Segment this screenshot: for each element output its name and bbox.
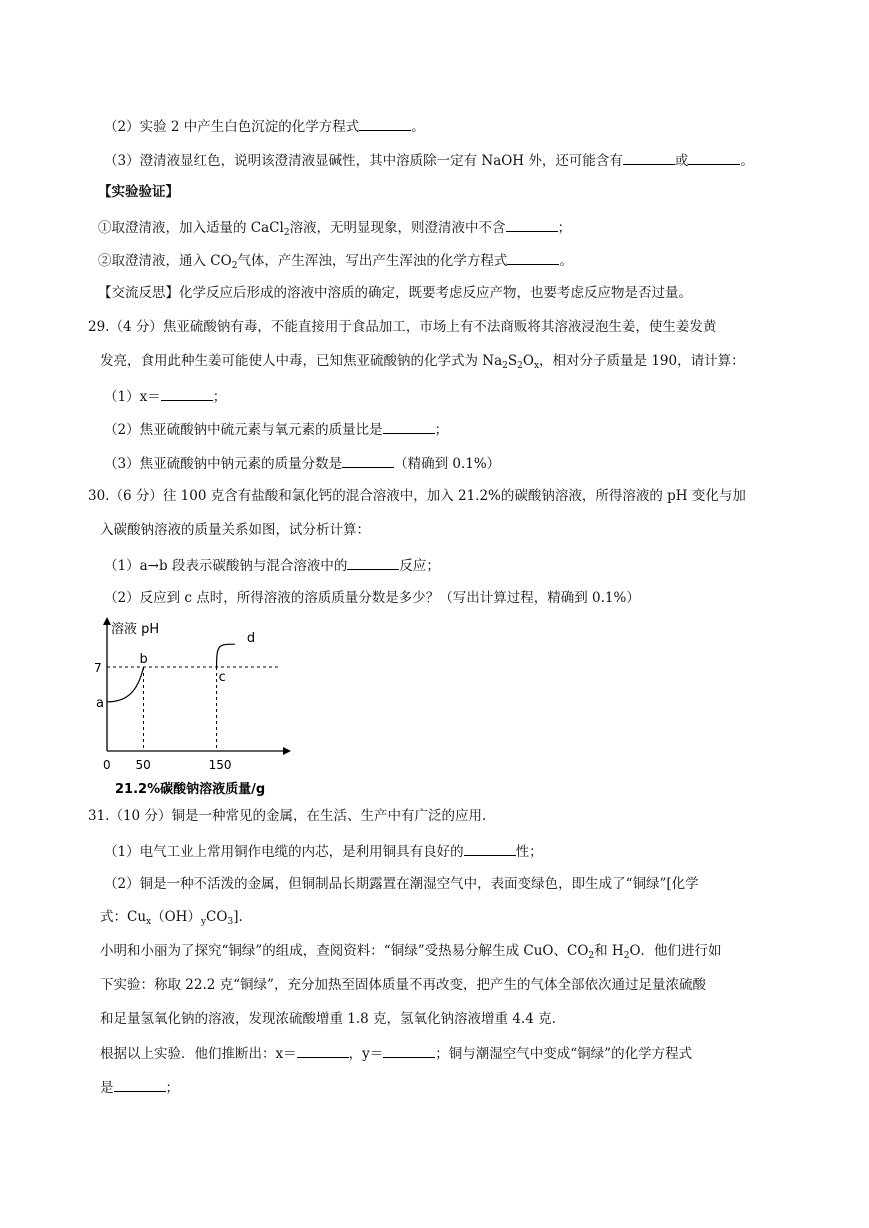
answer-blank[interactable] bbox=[506, 217, 558, 232]
y-axis-arrow bbox=[103, 617, 111, 625]
answer-blank[interactable] bbox=[507, 250, 559, 265]
x-tick-label: 50 bbox=[135, 758, 151, 772]
q31-p1: （1）电气工业上常用铜作电缆的内芯，是利用铜具有良好的 性； bbox=[104, 841, 543, 861]
curve-a-b bbox=[107, 667, 144, 702]
x-axis-label: 21.2%碳酸钠溶液质量/g bbox=[115, 782, 266, 797]
point-label-d: d bbox=[246, 631, 256, 647]
y-axis-label: 溶液 pH bbox=[111, 622, 160, 637]
q31-p2-line2: 式：$Cu_x(OH)_yCO_3$]. bbox=[100, 909, 243, 927]
x-tick-label: 150 bbox=[208, 758, 232, 772]
q29-p2: （2）焦亚硫酸钠中硫元素与氧元素的质量比是 ； bbox=[104, 419, 448, 439]
ph-chart bbox=[95, 615, 305, 805]
answer-blank[interactable] bbox=[161, 386, 213, 401]
answer-blank[interactable] bbox=[383, 419, 435, 434]
q28-verify-2: ②取澄清液，通入 $CO_2$气体，产生浑浊，写出产生浑浊的化学方程式 。 bbox=[98, 250, 573, 270]
answer-blank[interactable] bbox=[688, 150, 740, 165]
x-axis-arrow bbox=[283, 747, 291, 755]
verify-heading: 【实验验证】 bbox=[98, 184, 179, 200]
answer-blank[interactable] bbox=[347, 555, 399, 570]
q31-para3: 和足量氢氧化钠的溶液，发现浓硫酸增重 1.8 克，氢氧化钠溶液增重 4.4 克. bbox=[100, 1011, 556, 1027]
q31-para2: 下实验：称取 22.2 克“铜绿”，充分加热至固体质量不再改变，把产生的气体全部依次通过足量浓硫酸 bbox=[100, 977, 706, 993]
curve-c-d bbox=[217, 644, 235, 667]
point-label-a: a bbox=[96, 695, 104, 711]
q29-line2: 发亮，食用此种生姜可能使人中毒，已知焦亚硫酸钠的化学式为 $Na_2S_2O_x$，相对分子质量是 190，请计算： bbox=[100, 353, 745, 371]
q31-line1: 31.（10 分）铜是一种常见的金属，在生活、生产中有广泛的应用. bbox=[88, 808, 487, 824]
q29-line1: 29.（4 分）焦亚硫酸钠有毒，不能直接用于食品加工，市场上有不法商贩将其溶液浸泡生姜，使生姜发黄 bbox=[88, 319, 717, 335]
q28-part3: （3）澄清液显红色，说明该澄清液显碱性，其中溶质除一定有 NaOH 外，还可能含有 或 。 bbox=[104, 150, 754, 170]
q28-verify-1: ①取澄清液，加入适量的 CaCl$_2$溶液，无明显现象，则澄清液中不含 ； bbox=[98, 217, 571, 237]
q31-para4: 根据以上实验．他们推断出：x＝ ，y＝ ；铜与潮湿空气中变成“铜绿”的化学方程式 bbox=[100, 1043, 692, 1063]
answer-blank[interactable] bbox=[114, 1077, 166, 1092]
point-label-b: b bbox=[139, 652, 148, 667]
answer-blank[interactable] bbox=[342, 453, 394, 468]
q31-p2-line1: （2）铜是一种不活泼的金属，但铜制品长期露置在潮湿空气中，表面变绿色，即生成了“铜绿”[化学 bbox=[104, 876, 699, 892]
q30-line1: 30.（6 分）往 100 克含有盐酸和氯化钙的混合溶液中，加入 21.2%的碳酸钠溶液，所得溶液的 pH 变化与加 bbox=[88, 488, 746, 504]
y-tick-label: 7 bbox=[94, 661, 102, 675]
q29-p3: （3）焦亚硫酸钠中钠元素的质量分数是 （精确到 0.1%） bbox=[104, 453, 500, 473]
q28-reflect: 【交流反思】化学反应后形成的溶液中溶质的确定，既要考虑反应产物，也要考虑反应物是否过量。 bbox=[98, 285, 692, 301]
answer-blank[interactable] bbox=[359, 116, 411, 131]
q30-line2: 入碳酸钠溶液的质量关系如图，试分析计算： bbox=[100, 522, 370, 538]
q31-para5: 是 ； bbox=[100, 1077, 179, 1097]
q28-part2: （2）实验 2 中产生白色沉淀的化学方程式 。 bbox=[104, 116, 425, 136]
q29-p1: （1）x＝ ； bbox=[104, 386, 226, 406]
q30-p2: （2）反应到 c 点时，所得溶液的溶质质量分数是多少？（写出计算过程，精确到 0.1%） bbox=[104, 590, 640, 606]
point-label-c: c bbox=[218, 670, 226, 685]
answer-blank[interactable] bbox=[297, 1043, 349, 1058]
answer-blank[interactable] bbox=[623, 150, 675, 165]
q30-p1: （1）a→b 段表示碳酸钠与混合溶液中的 反应； bbox=[104, 555, 440, 575]
answer-blank[interactable] bbox=[464, 841, 516, 856]
answer-blank[interactable] bbox=[383, 1043, 435, 1058]
x-tick-label: 0 bbox=[103, 758, 111, 772]
q31-para1: 小明和小丽为了探究“铜绿”的组成，查阅资料：“铜绿”受热易分解生成 CuO、$CO_2$和 $H_2O$．他们进行如 bbox=[100, 943, 722, 961]
